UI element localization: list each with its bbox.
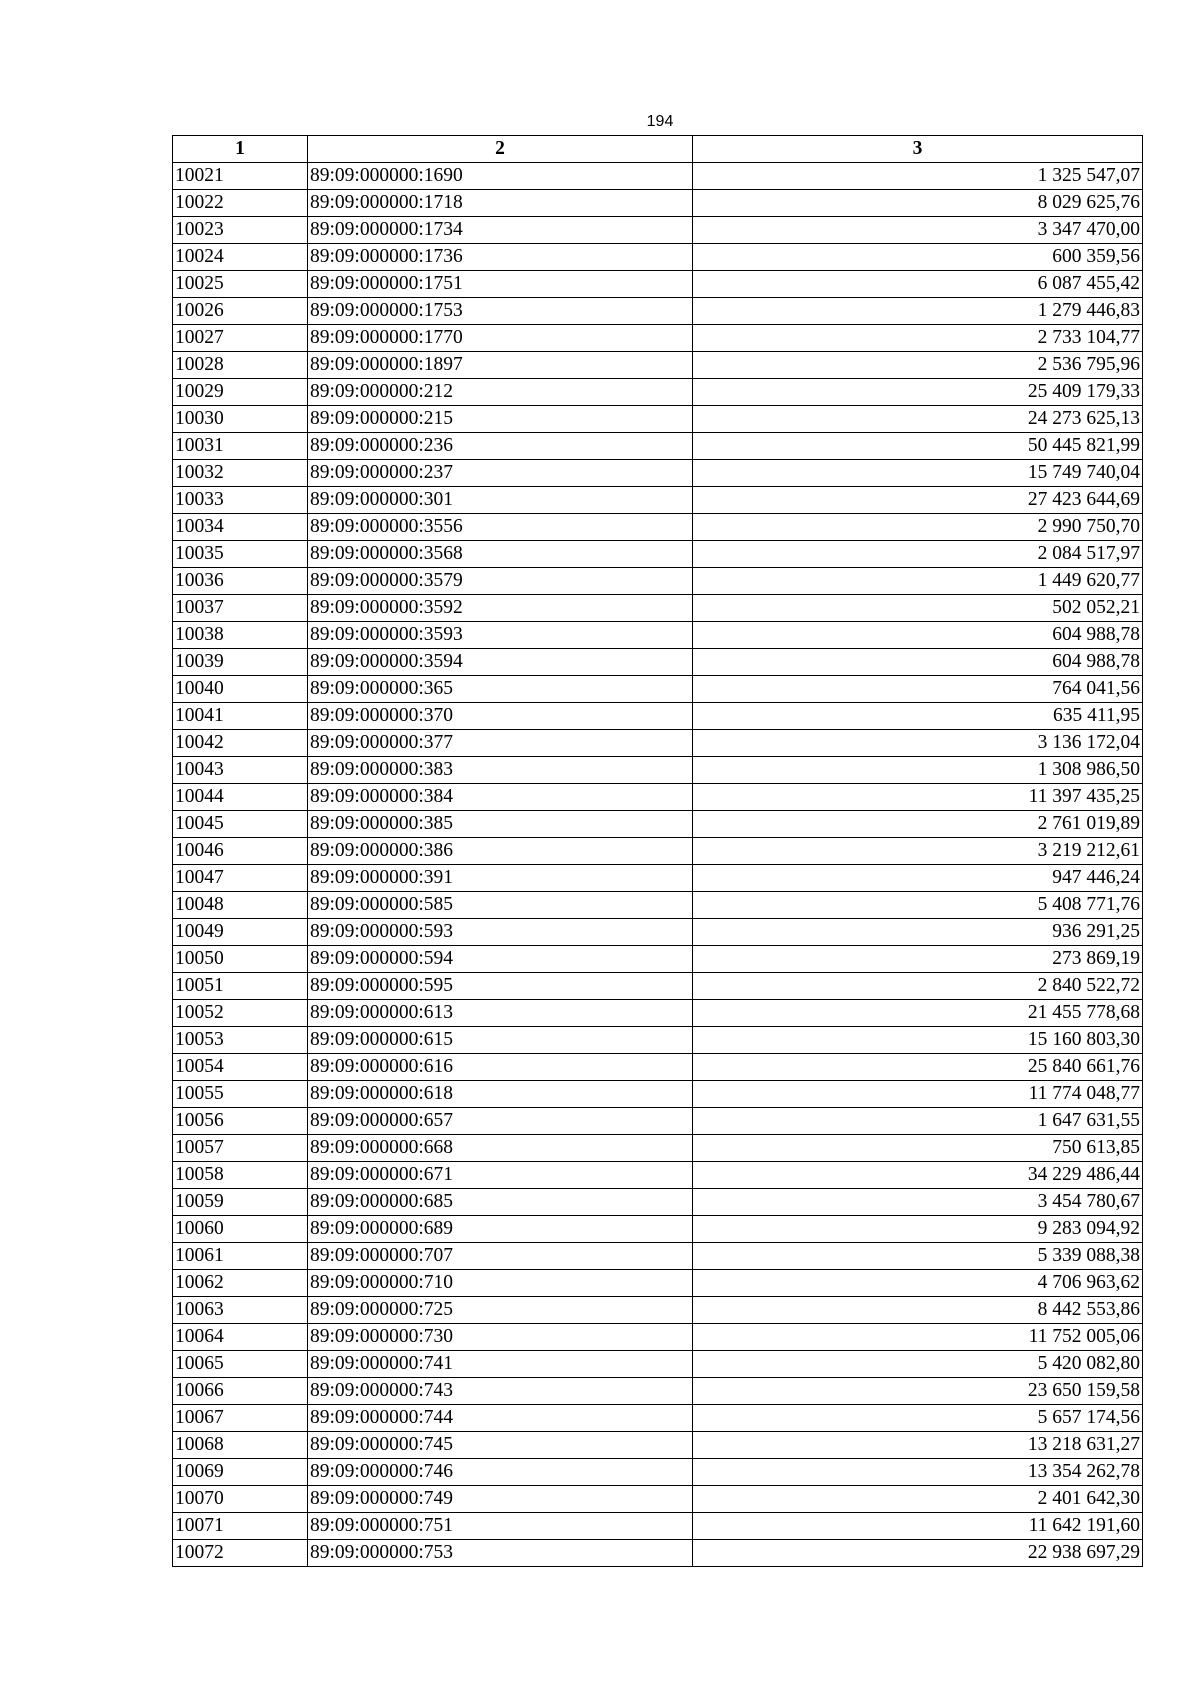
cadastral-value-cell: 502 052,21: [693, 595, 1143, 622]
table-row: [173, 919, 1143, 946]
row-number-cell: 10029: [173, 379, 308, 406]
table-row: [173, 649, 1143, 676]
cadastral-number-cell: 89:09:000000:744: [308, 1405, 693, 1432]
table-row: [173, 541, 1143, 568]
table-row: [173, 1189, 1143, 1216]
cadastral-value-cell: 750 613,85: [693, 1135, 1143, 1162]
row-number-cell: 10028: [173, 352, 308, 379]
cadastral-value-cell: 947 446,24: [693, 865, 1143, 892]
table-row: [173, 379, 1143, 406]
row-number-cell: 10027: [173, 325, 308, 352]
row-number-cell: 10036: [173, 568, 308, 595]
table-row: [173, 946, 1143, 973]
cadastral-number-cell: 89:09:000000:391: [308, 865, 693, 892]
row-number-cell: 10050: [173, 946, 308, 973]
table-row: [173, 1432, 1143, 1459]
cadastral-value-cell: 13 218 631,27: [693, 1432, 1143, 1459]
table-row: [173, 973, 1143, 1000]
row-number-cell: 10046: [173, 838, 308, 865]
row-number-cell: 10039: [173, 649, 308, 676]
row-number-cell: 10040: [173, 676, 308, 703]
table-row: [173, 460, 1143, 487]
table-row: [173, 1513, 1143, 1540]
row-number-cell: 10032: [173, 460, 308, 487]
table-row: [173, 271, 1143, 298]
row-number-cell: 10068: [173, 1432, 308, 1459]
cadastral-number-cell: 89:09:000000:383: [308, 757, 693, 784]
cadastral-value-cell: 11 642 191,60: [693, 1513, 1143, 1540]
cadastral-value-cell: 15 160 803,30: [693, 1027, 1143, 1054]
row-number-cell: 10072: [173, 1540, 308, 1567]
cadastral-value-cell: 5 657 174,56: [693, 1405, 1143, 1432]
row-number-cell: 10048: [173, 892, 308, 919]
cadastral-value-table: [172, 135, 1143, 1567]
cadastral-value-cell: 2 990 750,70: [693, 514, 1143, 541]
row-number-cell: 10056: [173, 1108, 308, 1135]
table-row: [173, 730, 1143, 757]
row-number-cell: 10024: [173, 244, 308, 271]
row-number-cell: 10025: [173, 271, 308, 298]
cadastral-number-cell: 89:09:000000:707: [308, 1243, 693, 1270]
cadastral-number-cell: 89:09:000000:365: [308, 676, 693, 703]
cadastral-number-cell: 89:09:000000:615: [308, 1027, 693, 1054]
cadastral-value-cell: 6 087 455,42: [693, 271, 1143, 298]
table-row: [173, 784, 1143, 811]
row-number-cell: 10047: [173, 865, 308, 892]
table-row: [173, 676, 1143, 703]
table-row: [173, 325, 1143, 352]
row-number-cell: 10049: [173, 919, 308, 946]
table-row: [173, 1324, 1143, 1351]
row-number-cell: 10026: [173, 298, 308, 325]
cadastral-number-cell: 89:09:000000:730: [308, 1324, 693, 1351]
cadastral-value-cell: 4 706 963,62: [693, 1270, 1143, 1297]
row-number-cell: 10062: [173, 1270, 308, 1297]
row-number-cell: 10052: [173, 1000, 308, 1027]
cadastral-number-cell: 89:09:000000:237: [308, 460, 693, 487]
table-row: [173, 433, 1143, 460]
cadastral-value-cell: 3 219 212,61: [693, 838, 1143, 865]
table-row: [173, 352, 1143, 379]
cadastral-number-cell: 89:09:000000:385: [308, 811, 693, 838]
row-number-cell: 10037: [173, 595, 308, 622]
table-row: [173, 1405, 1143, 1432]
cadastral-number-cell: 89:09:000000:1736: [308, 244, 693, 271]
row-number-cell: 10021: [173, 163, 308, 190]
cadastral-value-cell: 3 347 470,00: [693, 217, 1143, 244]
cadastral-number-cell: 89:09:000000:751: [308, 1513, 693, 1540]
cadastral-number-cell: 89:09:000000:745: [308, 1432, 693, 1459]
table-row: [173, 703, 1143, 730]
cadastral-number-cell: 89:09:000000:3594: [308, 649, 693, 676]
table-header: [173, 136, 1143, 163]
row-number-cell: 10051: [173, 973, 308, 1000]
row-number-cell: 10054: [173, 1054, 308, 1081]
cadastral-value-cell: 8 442 553,86: [693, 1297, 1143, 1324]
table-row: [173, 1081, 1143, 1108]
row-number-cell: 10058: [173, 1162, 308, 1189]
row-number-cell: 10030: [173, 406, 308, 433]
cadastral-number-cell: 89:09:000000:710: [308, 1270, 693, 1297]
cadastral-number-cell: 89:09:000000:1751: [308, 271, 693, 298]
cadastral-number-cell: 89:09:000000:746: [308, 1459, 693, 1486]
cadastral-number-cell: 89:09:000000:3579: [308, 568, 693, 595]
row-number-cell: 10065: [173, 1351, 308, 1378]
cadastral-value-cell: 22 938 697,29: [693, 1540, 1143, 1567]
table-row: [173, 406, 1143, 433]
row-number-cell: 10038: [173, 622, 308, 649]
cadastral-number-cell: 89:09:000000:1690: [308, 163, 693, 190]
table-row: [173, 1459, 1143, 1486]
row-number-cell: 10059: [173, 1189, 308, 1216]
row-number-cell: 10063: [173, 1297, 308, 1324]
row-number-cell: 10022: [173, 190, 308, 217]
cadastral-number-cell: 89:09:000000:1770: [308, 325, 693, 352]
cadastral-value-cell: 50 445 821,99: [693, 433, 1143, 460]
cadastral-value-cell: 764 041,56: [693, 676, 1143, 703]
cadastral-value-cell: 25 840 661,76: [693, 1054, 1143, 1081]
row-number-cell: 10033: [173, 487, 308, 514]
table-row: [173, 298, 1143, 325]
row-number-cell: 10066: [173, 1378, 308, 1405]
cadastral-number-cell: 89:09:000000:215: [308, 406, 693, 433]
cadastral-value-cell: 1 449 620,77: [693, 568, 1143, 595]
cadastral-number-cell: 89:09:000000:585: [308, 892, 693, 919]
cadastral-number-cell: 89:09:000000:1718: [308, 190, 693, 217]
table-row: [173, 1162, 1143, 1189]
table-row: [173, 1540, 1143, 1567]
table-row: [173, 865, 1143, 892]
table-row: [173, 892, 1143, 919]
row-number-cell: 10031: [173, 433, 308, 460]
table-row: [173, 1027, 1143, 1054]
row-number-cell: 10023: [173, 217, 308, 244]
table-row: [173, 1000, 1143, 1027]
column-header-cadastral-value: 3: [693, 136, 1143, 163]
cadastral-value-cell: 1 647 631,55: [693, 1108, 1143, 1135]
row-number-cell: 10034: [173, 514, 308, 541]
cadastral-value-cell: 9 283 094,92: [693, 1216, 1143, 1243]
cadastral-value-cell: 11 774 048,77: [693, 1081, 1143, 1108]
cadastral-number-cell: 89:09:000000:618: [308, 1081, 693, 1108]
header-row: [173, 136, 1143, 163]
cadastral-number-cell: 89:09:000000:370: [308, 703, 693, 730]
table-row: [173, 595, 1143, 622]
cadastral-value-cell: 936 291,25: [693, 919, 1143, 946]
row-number-cell: 10061: [173, 1243, 308, 1270]
table-row: [173, 1270, 1143, 1297]
row-number-cell: 10067: [173, 1405, 308, 1432]
cadastral-value-cell: 273 869,19: [693, 946, 1143, 973]
row-number-cell: 10042: [173, 730, 308, 757]
cadastral-value-cell: 2 084 517,97: [693, 541, 1143, 568]
table-row: [173, 217, 1143, 244]
cadastral-value-cell: 604 988,78: [693, 622, 1143, 649]
cadastral-value-cell: 24 273 625,13: [693, 406, 1143, 433]
table-row: [173, 1486, 1143, 1513]
row-number-cell: 10035: [173, 541, 308, 568]
cadastral-value-cell: 5 408 771,76: [693, 892, 1143, 919]
row-number-cell: 10044: [173, 784, 308, 811]
table-row: [173, 1108, 1143, 1135]
cadastral-value-cell: 2 733 104,77: [693, 325, 1143, 352]
cadastral-number-cell: 89:09:000000:3556: [308, 514, 693, 541]
table-row: [173, 514, 1143, 541]
column-header-cadastral-number: 2: [308, 136, 693, 163]
cadastral-number-cell: 89:09:000000:671: [308, 1162, 693, 1189]
cadastral-value-cell: 1 325 547,07: [693, 163, 1143, 190]
column-header-number: 1: [173, 136, 308, 163]
row-number-cell: 10069: [173, 1459, 308, 1486]
table-row: [173, 622, 1143, 649]
row-number-cell: 10057: [173, 1135, 308, 1162]
cadastral-number-cell: 89:09:000000:236: [308, 433, 693, 460]
cadastral-number-cell: 89:09:000000:741: [308, 1351, 693, 1378]
table-row: [173, 1243, 1143, 1270]
table-row: [173, 811, 1143, 838]
cadastral-number-cell: 89:09:000000:212: [308, 379, 693, 406]
cadastral-number-cell: 89:09:000000:1897: [308, 352, 693, 379]
cadastral-value-cell: 21 455 778,68: [693, 1000, 1143, 1027]
table-row: [173, 568, 1143, 595]
cadastral-number-cell: 89:09:000000:743: [308, 1378, 693, 1405]
cadastral-value-cell: 27 423 644,69: [693, 487, 1143, 514]
cadastral-value-cell: 3 454 780,67: [693, 1189, 1143, 1216]
table-row: [173, 163, 1143, 190]
table-row: [173, 1135, 1143, 1162]
table-row: [173, 487, 1143, 514]
cadastral-number-cell: 89:09:000000:3568: [308, 541, 693, 568]
table-row: [173, 1297, 1143, 1324]
cadastral-number-cell: 89:09:000000:657: [308, 1108, 693, 1135]
cadastral-number-cell: 89:09:000000:301: [308, 487, 693, 514]
table-row: [173, 757, 1143, 784]
row-number-cell: 10041: [173, 703, 308, 730]
cadastral-number-cell: 89:09:000000:613: [308, 1000, 693, 1027]
cadastral-value-cell: 2 536 795,96: [693, 352, 1143, 379]
cadastral-number-cell: 89:09:000000:616: [308, 1054, 693, 1081]
page-number: 194: [646, 113, 674, 130]
cadastral-value-cell: 8 029 625,76: [693, 190, 1143, 217]
cadastral-value-cell: 600 359,56: [693, 244, 1143, 271]
cadastral-number-cell: 89:09:000000:594: [308, 946, 693, 973]
cadastral-number-cell: 89:09:000000:1734: [308, 217, 693, 244]
row-number-cell: 10064: [173, 1324, 308, 1351]
cadastral-value-cell: 604 988,78: [693, 649, 1143, 676]
row-number-cell: 10045: [173, 811, 308, 838]
cadastral-value-cell: 3 136 172,04: [693, 730, 1143, 757]
cadastral-value-cell: 25 409 179,33: [693, 379, 1143, 406]
cadastral-value-cell: 5 420 082,80: [693, 1351, 1143, 1378]
cadastral-number-cell: 89:09:000000:384: [308, 784, 693, 811]
row-number-cell: 10070: [173, 1486, 308, 1513]
cadastral-number-cell: 89:09:000000:595: [308, 973, 693, 1000]
table-row: [173, 1378, 1143, 1405]
table-row: [173, 838, 1143, 865]
row-number-cell: 10055: [173, 1081, 308, 1108]
cadastral-value-cell: 34 229 486,44: [693, 1162, 1143, 1189]
table-body: [173, 163, 1143, 1567]
cadastral-number-cell: 89:09:000000:3593: [308, 622, 693, 649]
cadastral-value-cell: 23 650 159,58: [693, 1378, 1143, 1405]
cadastral-number-cell: 89:09:000000:668: [308, 1135, 693, 1162]
table-row: [173, 190, 1143, 217]
cadastral-value-cell: 1 308 986,50: [693, 757, 1143, 784]
cadastral-number-cell: 89:09:000000:3592: [308, 595, 693, 622]
table-row: [173, 1351, 1143, 1378]
cadastral-value-cell: 5 339 088,38: [693, 1243, 1143, 1270]
cadastral-number-cell: 89:09:000000:377: [308, 730, 693, 757]
cadastral-number-cell: 89:09:000000:689: [308, 1216, 693, 1243]
cadastral-number-cell: 89:09:000000:725: [308, 1297, 693, 1324]
table-row: [173, 1054, 1143, 1081]
cadastral-value-cell: 11 752 005,06: [693, 1324, 1143, 1351]
row-number-cell: 10071: [173, 1513, 308, 1540]
cadastral-number-cell: 89:09:000000:749: [308, 1486, 693, 1513]
cadastral-value-cell: 15 749 740,04: [693, 460, 1143, 487]
cadastral-number-cell: 89:09:000000:685: [308, 1189, 693, 1216]
row-number-cell: 10053: [173, 1027, 308, 1054]
cadastral-value-cell: 2 401 642,30: [693, 1486, 1143, 1513]
table-row: [173, 1216, 1143, 1243]
row-number-cell: 10060: [173, 1216, 308, 1243]
cadastral-value-cell: 2 761 019,89: [693, 811, 1143, 838]
cadastral-value-cell: 1 279 446,83: [693, 298, 1143, 325]
table-row: [173, 244, 1143, 271]
cadastral-number-cell: 89:09:000000:753: [308, 1540, 693, 1567]
cadastral-value-cell: 635 411,95: [693, 703, 1143, 730]
cadastral-value-cell: 11 397 435,25: [693, 784, 1143, 811]
row-number-cell: 10043: [173, 757, 308, 784]
cadastral-value-cell: 13 354 262,78: [693, 1459, 1143, 1486]
cadastral-value-cell: 2 840 522,72: [693, 973, 1143, 1000]
cadastral-number-cell: 89:09:000000:1753: [308, 298, 693, 325]
cadastral-number-cell: 89:09:000000:593: [308, 919, 693, 946]
cadastral-number-cell: 89:09:000000:386: [308, 838, 693, 865]
